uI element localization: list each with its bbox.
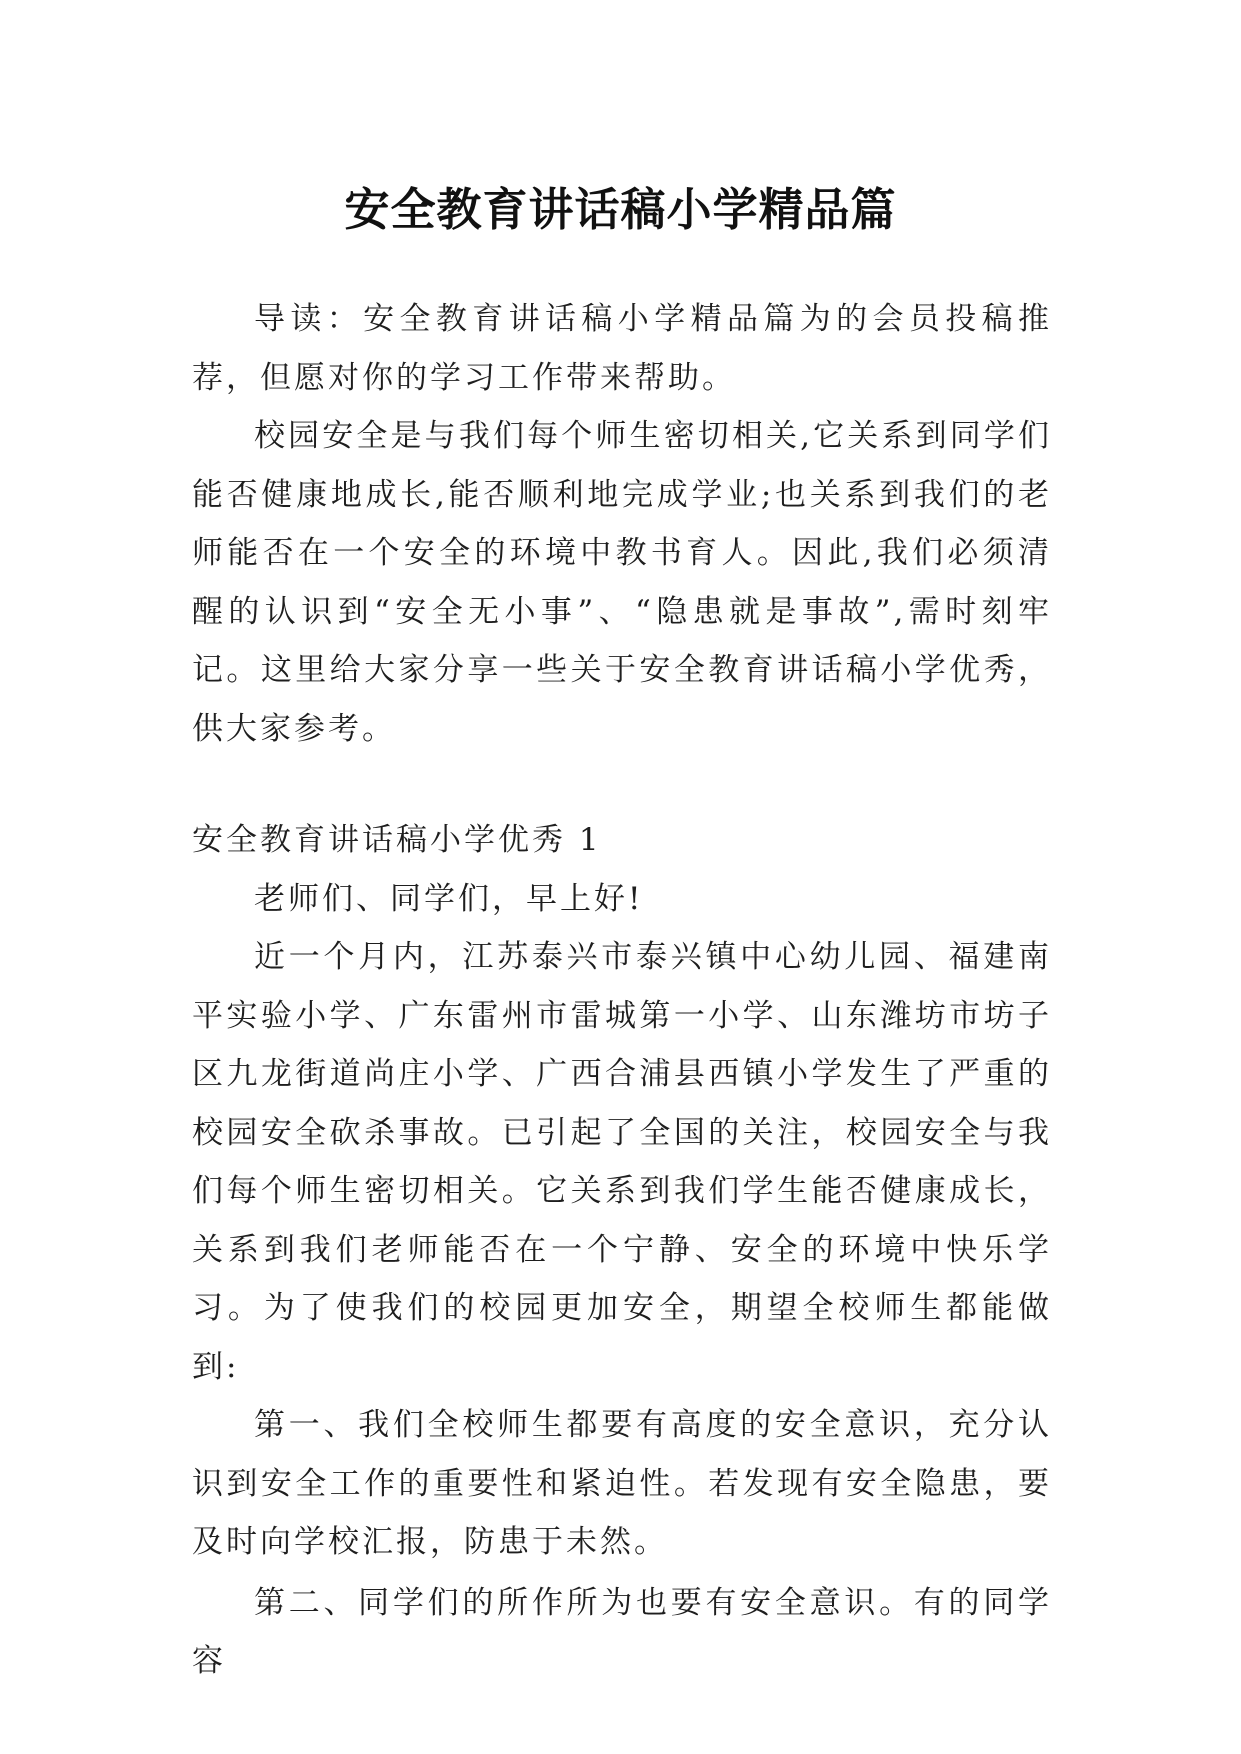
intro-section [192,290,1052,758]
intro-paragraph: 导读：安全教育讲话稿小学精品篇为的会员投稿推荐，但愿对你的学习工作带来帮助。 [192,301,1052,396]
main-section [192,811,1052,1691]
section-heading: 安全教育讲话稿小学优秀 1 [192,822,602,858]
body-paragraph: 第二、同学们的所作所为也要有安全意识。有的同学容 [192,1584,1052,1679]
body-paragraph: 第一、我们全校师生都要有高度的安全意识，充分认识到安全工作的重要性和紧迫性。若发现有安全隐患，要及时向学校汇报，防患于未然。 [192,1407,1052,1560]
document-title: 安全教育讲话稿小学精品篇 [344,183,897,237]
body-paragraph: 近一个月内，江苏泰兴市泰兴镇中心幼儿园、福建南平实验小学、广东雷州市雷城第一小学、山东潍坊市坊子区九龙街道尚庄小学、广西合浦县西镇小学发生了严重的校园安全砍杀事故。已引起了全国的关注，校园安全与我们每个师生密切相关。它关系到我们学生能否健康成长，关系到我们老师能否在一个宁静、安全的环境中快乐学习。为了使我们的校园更加安全，期望全校师生都能做到: [192,939,1052,1385]
body-paragraph: 老师们、同学们，早上好! [254,880,644,917]
intro-paragraph: 校园安全是与我们每个师生密切相关,它关系到同学们能否健康地成长,能否顺利地完成学业;也关系到我们的老师能否在一个安全的环境中教书育人。因此,我们必须清醒的认识到“安全无小事”、“隐患就是事故”,需时刻牢记。这里给大家分享一些关于安全教育讲话稿小学优秀，供大家参考。 [192,418,1052,747]
